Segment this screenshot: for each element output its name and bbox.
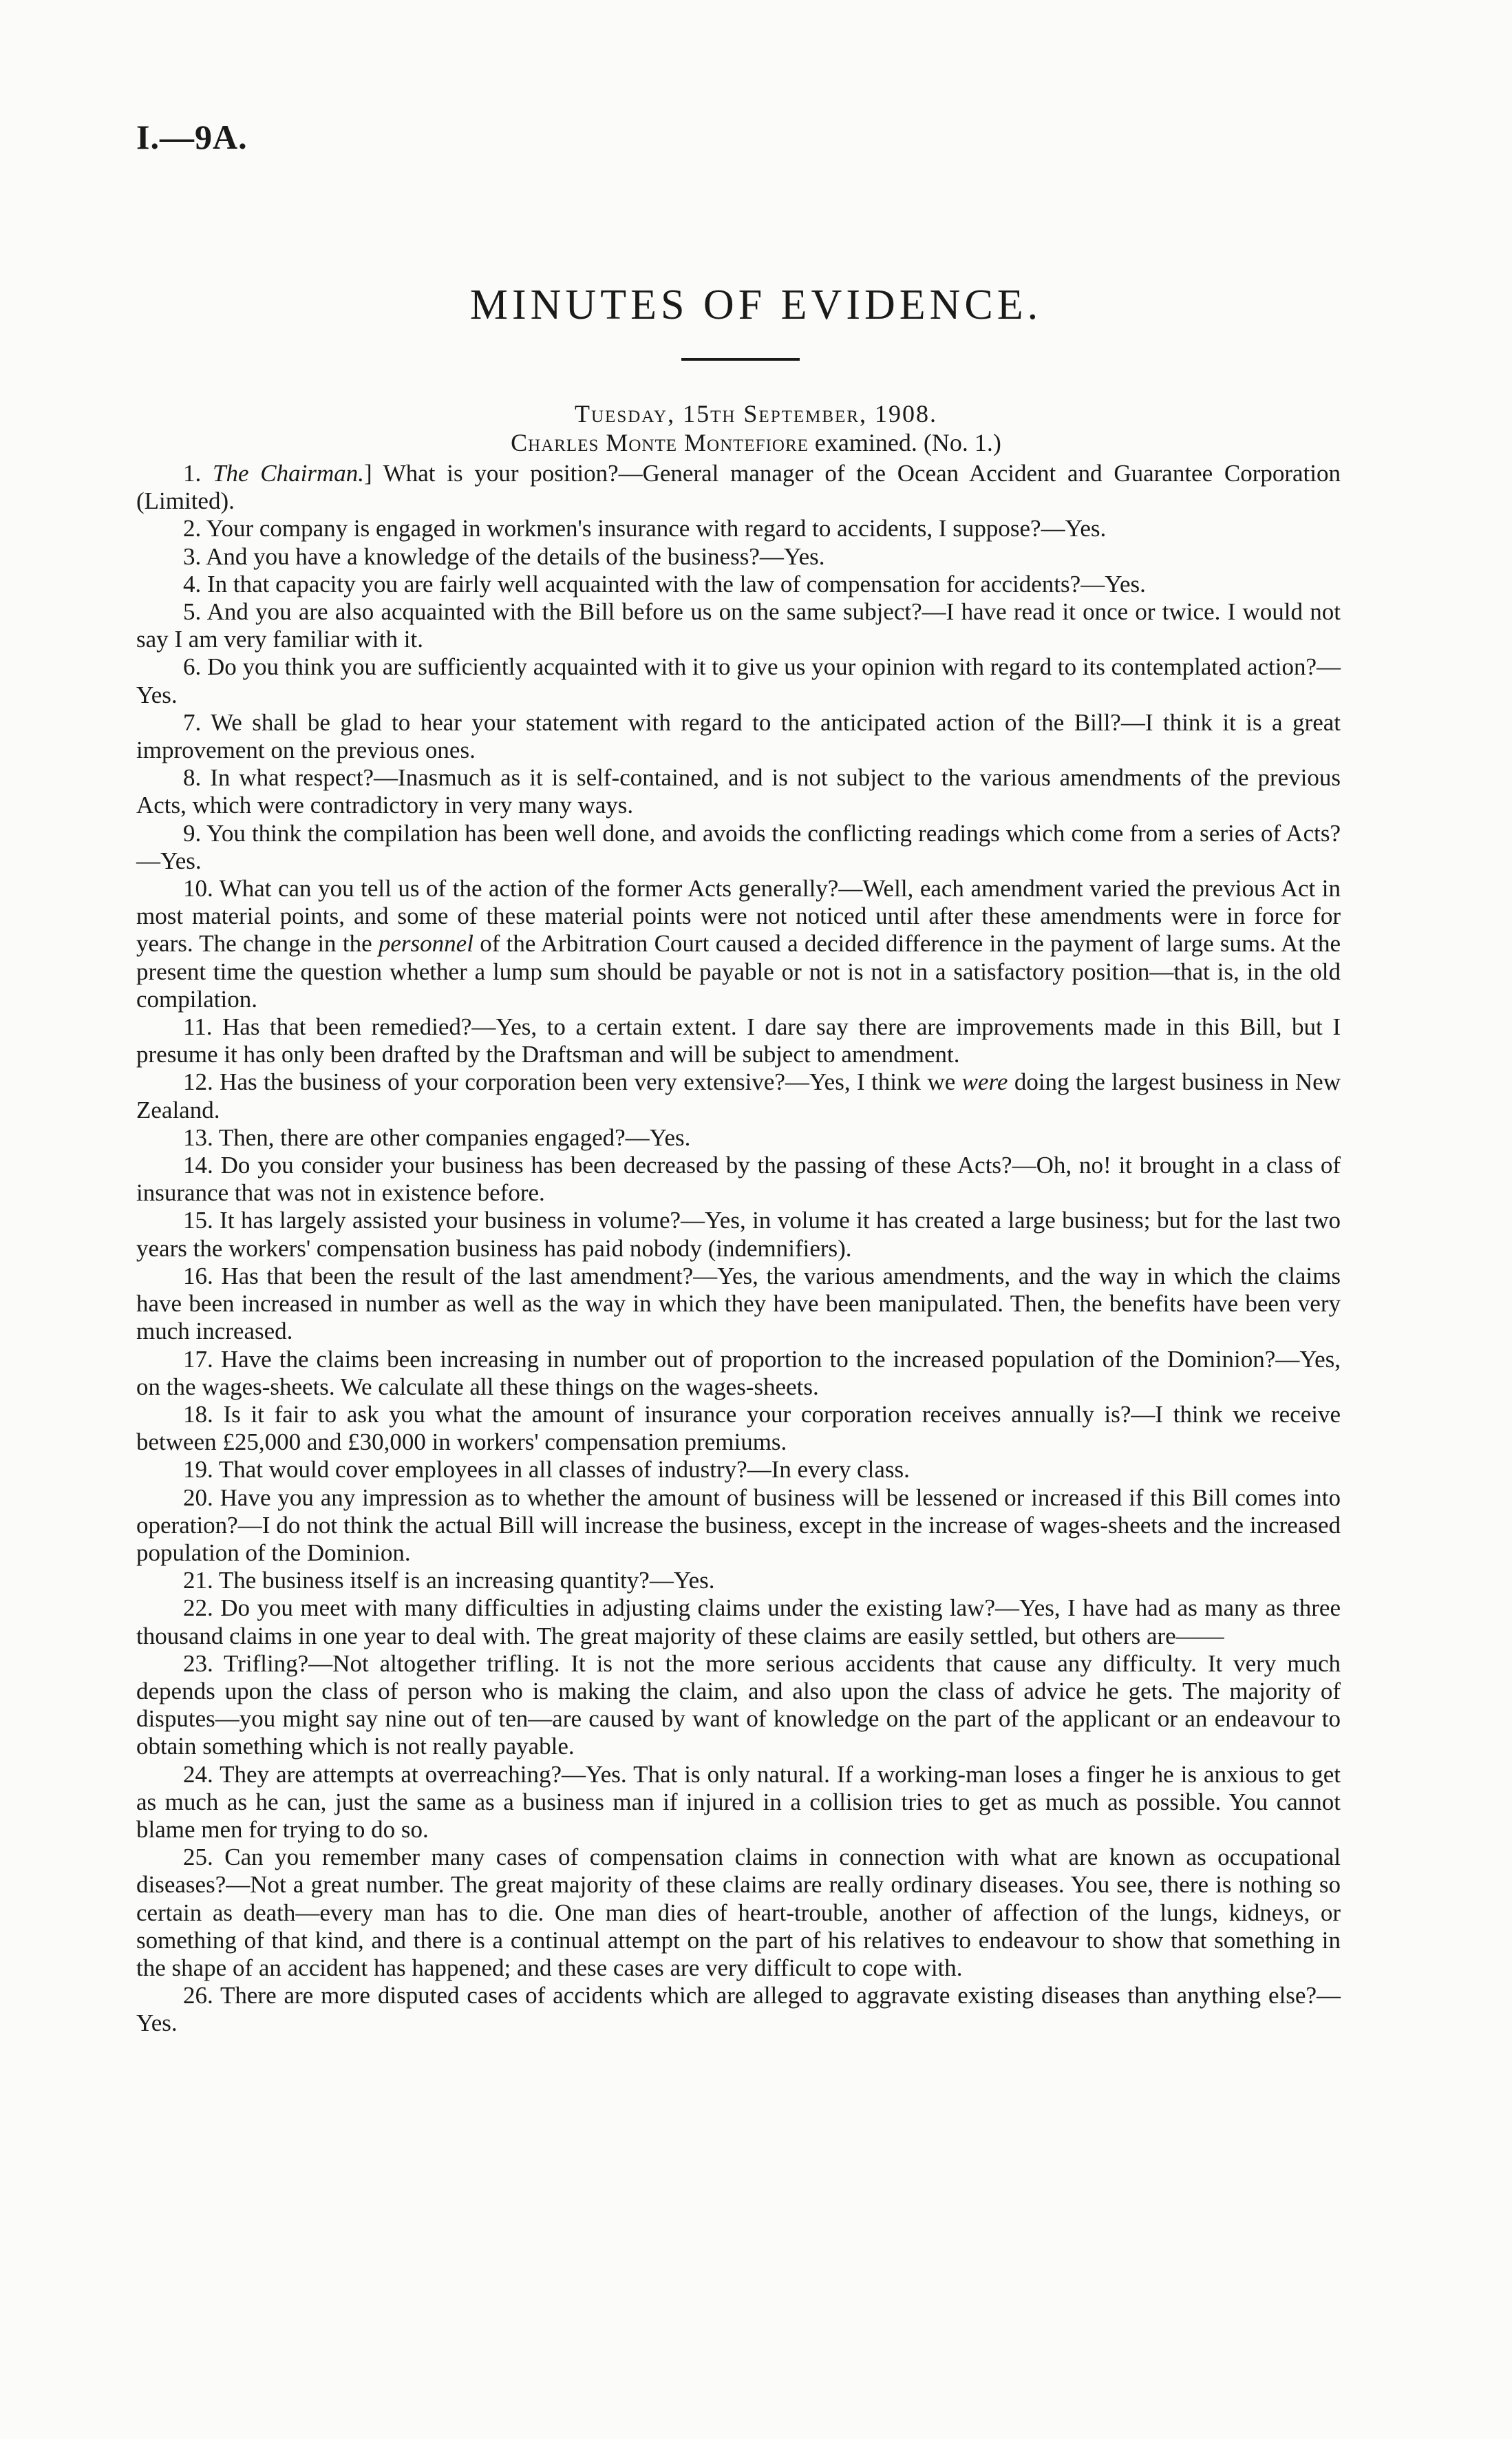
question-19: 19. That would cover employees in all classes of industry?—In every class.: [183, 1456, 910, 1484]
question-16: 16. Has that been the result of the last amendment?—Yes, the various amendments, and the way in which the claims have been increased in number as well as the way in which they have been manipulated. Then, the benefits have been very much increased.: [136, 1262, 1341, 1345]
emphasis: personnel: [378, 930, 473, 958]
question-1: [136, 460, 1341, 515]
question-number: 1.: [183, 460, 202, 487]
question-text: of the Arbitration Court caused a decided difference in the payment of large sums. At the present time the question whether a lump sum should be payable or not is not in a satisfactory position—that is, in the old compilation.: [136, 930, 1341, 1013]
question-4: 4. In that capacity you are fairly well acquainted with the law of compensation for accidents?—Yes.: [183, 570, 1146, 598]
page-reference: I.—9A.: [136, 118, 248, 156]
document-title: MINUTES OF EVIDENCE.: [469, 282, 1043, 328]
question-10: [136, 875, 1341, 1013]
question-3: 3. And you have a knowledge of the details of the business?—Yes.: [183, 542, 825, 570]
speaker: The Chairman.: [213, 460, 364, 487]
question-9: 9. You think the compilation has been well done, and avoids the conflicting readings which come from a series of Acts?—Yes.: [136, 819, 1341, 874]
question-text: ] What is your position?—General manager of the Ocean Accident and Guarantee Corporation (Limited).: [136, 460, 1341, 515]
question-6: 6. Do you think you are sufficiently acquainted with it to give us your opinion with regard to its contemplated action?—Yes.: [136, 653, 1341, 708]
question-11: 11. Has that been remedied?—Yes, to a certain extent. I dare say there are improvements made in this Bill, but I presume it has only been drafted by the Draftsman and will be subject to amendment.: [136, 1013, 1341, 1068]
witness-status: examined.: [814, 429, 917, 456]
question-12: [136, 1068, 1341, 1123]
question-14: 14. Do you consider your business has been decreased by the passing of these Acts?—Oh, no! it brought in a class of insurance that was not in existence before.: [136, 1152, 1341, 1207]
question-26: 26. There are more disputed cases of accidents which are alleged to aggravate existing diseases than anything else?—Yes.: [136, 1982, 1341, 2037]
witness-line: [0, 428, 1512, 457]
title-rule: [681, 358, 800, 361]
session-date: Tuesday, 15th September, 1908.: [575, 400, 937, 427]
question-text: 12. Has the business of your corporation been very extensive?—Yes, I think we: [183, 1068, 962, 1096]
question-2: 2. Your company is engaged in workmen's insurance with regard to accidents, I suppose?—Yes.: [183, 515, 1107, 542]
question-18: 18. Is it fair to ask you what the amount of insurance your corporation receives annually is?—I think we receive between £25,000 and £30,000 in workers' compensation premiums.: [136, 1400, 1341, 1456]
question-24: 24. They are attempts at overreaching?—Yes. That is only natural. If a working-man loses a finger he is anxious to get as much as he can, just the same as a business man if injured in a collision tries to get as much as possible. You cannot blame men for trying to do so.: [136, 1760, 1341, 1843]
question-13: 13. Then, there are other companies engaged?—Yes.: [183, 1123, 691, 1151]
question-text: doing the largest business in New Zealand.: [136, 1068, 1341, 1123]
witness-name: Charles Monte Montefiore: [511, 429, 809, 456]
question-25: 25. Can you remember many cases of compensation claims in connection with what are known as occupational diseases?—Not a great number. The great majority of these claims are really ordinary diseases. You see, there is nothing so certain as death—every man has to die. One man dies of heart-trouble, another of affection of the lungs, kidneys, or something of that kind, and there is a continual attempt on the part of his relatives to endeavour to show that something in the shape of an accident has happened; and these cases are very difficult to cope with.: [136, 1844, 1341, 1981]
question-21: 21. The business itself is an increasing quantity?—Yes.: [183, 1567, 715, 1594]
question-text: 10. What can you tell us of the action of the former Acts generally?—Well, each amendment varied the previous Act in most material points, and some of these material points were not noticed until after these amendments were in force for years. The change in the: [136, 875, 1341, 958]
question-17: 17. Have the claims been increasing in number out of proportion to the increased population of the Dominion?—Yes, on the wages-sheets. We calculate all these things on the wages-sheets.: [136, 1345, 1341, 1400]
evidence-body: [136, 460, 1341, 2038]
question-7: 7. We shall be glad to hear your statement with regard to the anticipated action of the Bill?—I think it is a great improvement on the previous ones.: [136, 708, 1341, 764]
question-20: 20. Have you any impression as to whether the amount of business will be lessened or increased if this Bill comes into operation?—I do not think the actual Bill will increase the business, except in the increase of wages-sheets and the increased population of the Dominion.: [136, 1484, 1341, 1566]
question-15: 15. It has largely assisted your business in volume?—Yes, in volume it has created a large business; but for the last two years the workers' compensation business has paid nobody (indemnifiers).: [136, 1207, 1341, 1262]
emphasis: were: [961, 1068, 1008, 1096]
witness-number: (No. 1.): [923, 429, 1001, 456]
question-23: 23. Trifling?—Not altogether trifling. It is not the more serious accidents that cause any difficulty. It very much depends upon the class of person who is making the claim, and also upon the class of advice he gets. The majority of disputes—you might say nine out of ten—are caused by want of knowledge on the part of the applicant or an endeavour to obtain something which is not really payable.: [136, 1649, 1341, 1760]
question-8: 8. In what respect?—Inasmuch as it is self-contained, and is not subject to the various amendments of the previous Acts, which were contradictory in very many ways.: [136, 764, 1341, 819]
question-5: 5. And you are also acquainted with the Bill before us on the same subject?—I have read it once or twice. I would not say I am very familiar with it.: [136, 598, 1341, 653]
question-22: 22. Do you meet with many difficulties in adjusting claims under the existing law?—Yes, I have had as many as three thousand claims in one year to deal with. The great majority of these claims are easily settled, but others are——: [136, 1594, 1341, 1649]
